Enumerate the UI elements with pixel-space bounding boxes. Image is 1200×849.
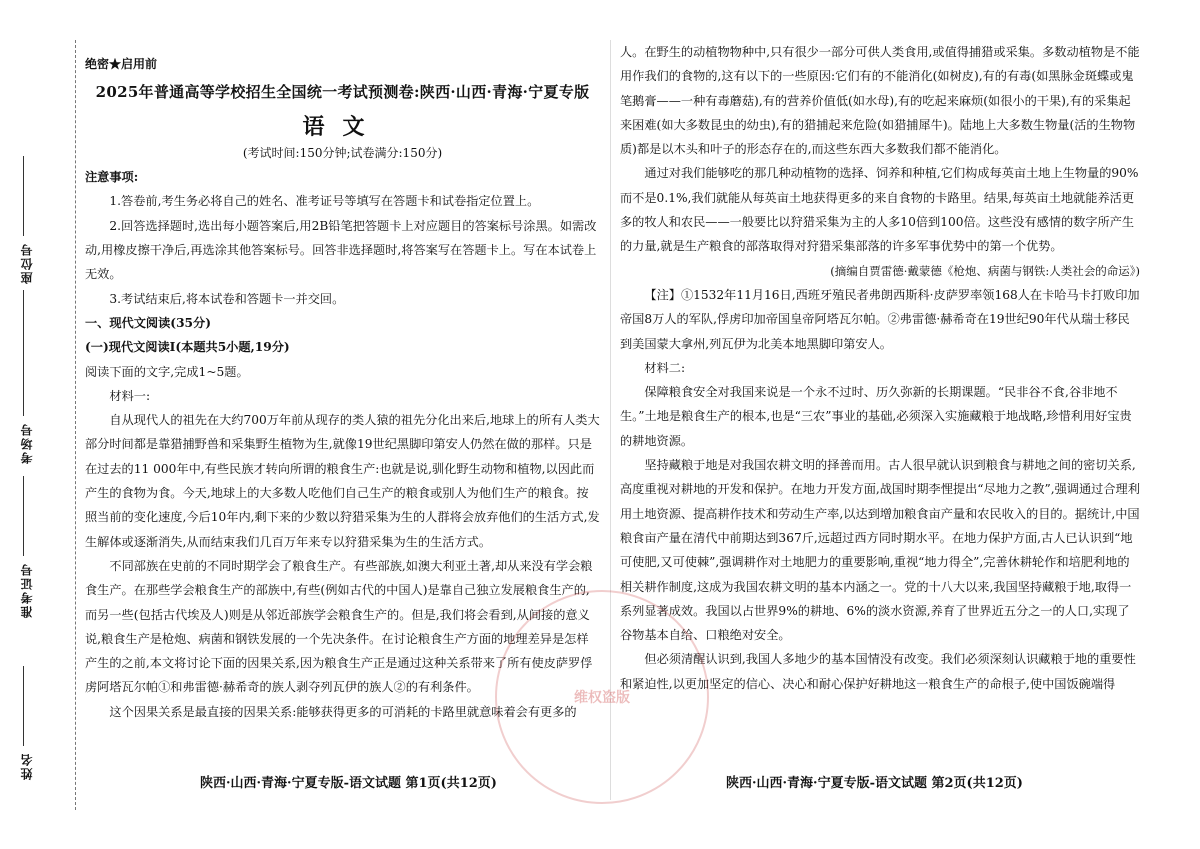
paragraph: 人。在野生的动植物物种中,只有很少一部分可供人类食用,或值得捕猎或采集。多数动植物是不能用作我们的食物的,这有以下的一些原因:它们有的不能消化(如树皮),有的有毒(如黑脉金斑蝶或鬼笔鹅膏——一种有毒蘑菇),有的营养价值低(如水母),有的吃起来麻烦(如很小的干果),有的采集起来困难(如大多数昆虫的幼虫),有的猎捕起来危险(如猎捕犀牛)。陆地上大多数生物量(活的生物物质)都是以木头和叶子的形态存在的,而这些东西大多数我们都不能消化。 [620,45,1140,157]
instruction: 阅读下面的文字,完成1~5题。 [85,364,249,379]
material-label: 材料二: [644,360,686,375]
binding-dashed-line [75,40,76,810]
page-footer-left: 陕西·山西·青海·宁夏专版-语文试题 第1页(共12页) [200,776,497,791]
paragraph: 保障粮食安全对我国来说是一个永不过时、历久弥新的长期课题。“民非谷不食,谷非地不生。”土地是粮食生产的根本,也是“三农”事业的基础,必须深入实施藏粮于地战略,珍惜利用好宝贵的耕地资源。 [620,385,1132,448]
notice-heading: 注意事项: [85,170,139,185]
seat-number-field: 座位号 [18,150,35,376]
exam-room-field: 考场号 [18,330,35,464]
subsection-heading: (一)现代文阅读Ⅰ(本题共5小题,19分) [85,340,290,355]
source-citation: (摘编自贾雷德·戴蒙德《枪炮、病菌与钢铁:人类社会的命运》) [830,263,1140,278]
paragraph: 但必须清醒认识到,我国人多地少的基本国情没有改变。我们必须深刻认识藏粮于地的重要性和紧迫性,以更加坚定的信心、决心和耐心保护好耕地这一粮食生产的命根子,使中国饭碗端得 [620,652,1136,691]
name-field: 姓名 [18,660,35,780]
secret-label: 绝密★启用前 [85,57,158,71]
notice-item: 2.回答选择题时,选出每小题答案后,用2B铅笔把答题卡上对应题目的答案标号涂黑。如需改动,用橡皮擦干净后,再选涂其他答案标号。回答非选择题时,将答案写在答题卡上。写在本试卷上无效。 [85,218,597,282]
paragraph: 不同部族在史前的不同时期学会了粮食生产。有些部族,如澳大利亚土著,却从来没有学会粮食生产。在那些学会粮食生产的部族中,有些(例如古代的中国人)是靠自己独立发展粮食生产的,而另一些(包括古代埃及人)则是从邻近部族学会粮食生产的。但是,我们将会看到,从间接的意义说,粮食生产是枪炮、病菌和钢铁发展的一个先决条件。在讨论粮食生产方面的地理差异是怎样产生的之前,本文将讨论下面的因果关系,因为粮食生产正是通过这种关系带来了所有使皮萨罗俘虏阿塔瓦尔帕①和弗雷德·赫希奇的族人剥夺列瓦伊的族人②的有利条件。 [85,558,593,695]
column-divider [610,40,611,800]
paragraph: 通过对我们能够吃的那几种动植物的选择、饲养和种植,它们构成每英亩土地上生物量的90%而不是0.1%,我们就能从每英亩土地获得更多的来自食物的卡路里。结果,每英亩土地就能养活更多的牧人和农民——一般要比以狩猎采集为主的人多10倍到100倍。这些没有感情的数字所产生的力量,就是生产粮食的部落取得对狩猎采集部落的许多军事优势中的第一个优势。 [620,166,1139,254]
material-label: 材料一: [109,388,151,403]
paragraph: 自从现代人的祖先在大约700万年前从现存的类人猿的祖先分化出来后,地球上的所有人类大部分时间都是靠猎捕野兽和采集野生植物为生,就像19世纪黑脚印第安人仍然在做的那样。只是在过去的11 000年中,有些民族才转向所谓的粮食生产:也就是说,驯化野生动物和植物,以因此而产生的食物为食。今天,地球上的大多数人吃他们自己生产的粮食或别人为他们生产的粮食。按照当前的变化速度,今后10年内,剩下来的少数以狩猎采集为生的人群将会放弃他们的生活方式,发生解体或逐渐消失,从而结束我们几百万年来专以狩猎采集为生的生活方式。 [85,413,600,549]
section-heading: 一、现代文阅读(35分) [85,315,211,330]
ticket-number-field: 准考证号 [18,470,35,618]
stamp-text: 维权盗版 [574,690,630,706]
footnote: 【注】①1532年11月16日,西班牙殖民者弗朗西斯科·皮萨罗率领168人在卡哈马卡打败印加帝国8万人的军队,俘虏印加帝国皇帝阿塔瓦尔帕。②弗雷德·赫希奇在19世纪90年代从瑞士移民到美国蒙大拿州,列瓦伊为北美本地黑脚印第安人。 [620,287,1140,351]
subject-title: 语文 [302,113,383,140]
notice-item: 1.答卷前,考生务必将自己的姓名、准考证号等填写在答题卡和试卷指定位置上。 [109,194,540,209]
paragraph: 这个因果关系是最直接的因果关系:能够获得更多的可消耗的卡路里就意味着会有更多的 [109,704,577,719]
page-footer-right: 陕西·山西·青海·宁夏专版-语文试题 第2页(共12页) [726,776,1023,791]
binding-margin [0,0,80,849]
time-info: (考试时间:150分钟;试卷满分:150分) [242,145,443,160]
paragraph: 坚持藏粮于地是对我国农耕文明的择善而用。古人很早就认识到粮食与耕地之间的密切关系,高度重视对耕地的开发和保护。在地力开发方面,战国时期李悝提出“尽地力之教”,强调通过合理利用土地资源、提高耕作技术和劳动生产率,以达到增加粮食亩产量和农民收入的目的。据统计,中国粮食亩产量在清代中前期达到367斤,远超过西方同时期水平。在地力保护方面,古人已认识到“地可使肥,又可使棘”,强调耕作对土地肥力的重要影响,重视“地力得全”,完善休耕轮作和培肥利地的相关耕作制度,这成为我国农耕文明的基本内涵之一。党的十八大以来,我国坚持藏粮于地,取得一系列显著成效。我国以占世界9%的耕地、6%的淡水资源,养育了世界近五分之一的人口,实现了谷物基本自给、口粮绝对安全。 [620,458,1140,643]
exam-title: 2025年普通高等学校招生全国统一考试预测卷:陕西·山西·青海·宁夏专版 [95,83,590,102]
notice-item: 3.考试结束后,将本试卷和答题卡一并交回。 [109,291,345,306]
right-column [620,40,1140,696]
left-column [85,40,600,724]
